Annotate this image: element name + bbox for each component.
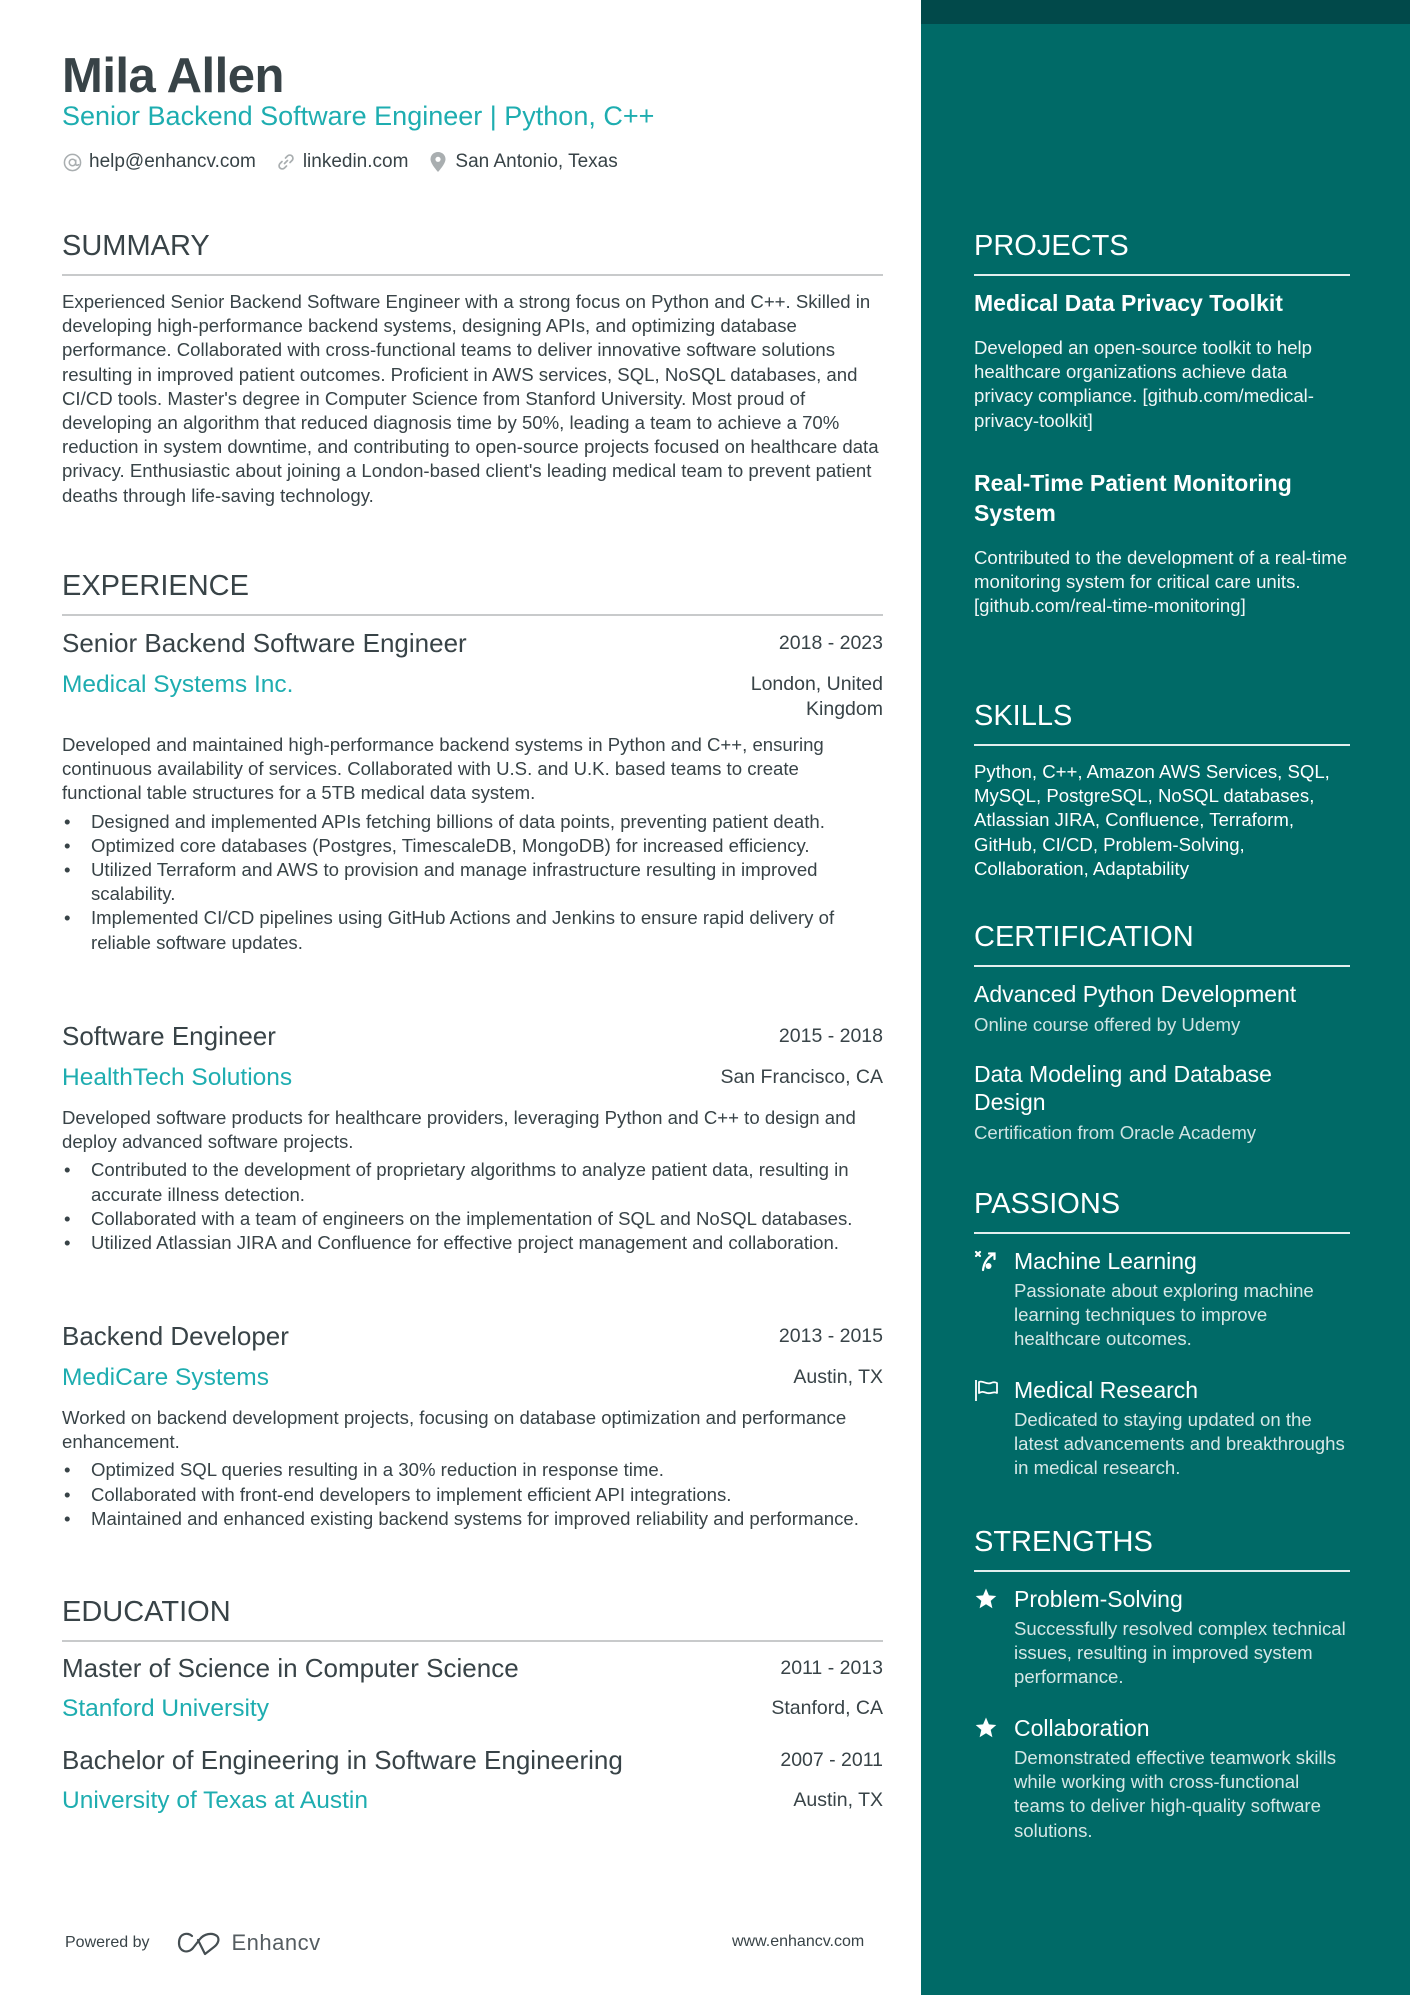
contact-linkedin-text: linkedin.com: [302, 151, 409, 172]
job-dates: 2013 - 2015: [778, 1325, 883, 1347]
certification-1: [974, 980, 1349, 1037]
certification-heading: CERTIFICATION: [974, 919, 1350, 967]
project-2: [974, 468, 1349, 619]
passion-name: Machine Learning: [1014, 1248, 1197, 1274]
contact-email-text: help@enhancv.com: [89, 151, 256, 172]
project-description: Developed an open-source toolkit to help healthcare organizations achieve data privacy compliance. [github.com/medical-privacy-toolkit]: [974, 337, 1314, 431]
passion-description: Dedicated to staying updated on the latest advancements and breakthroughs in medical research.: [1014, 1409, 1345, 1479]
projects-heading: PROJECTS: [974, 228, 1350, 276]
job-title: Backend Developer: [62, 1321, 289, 1351]
strength-name: Collaboration: [1014, 1715, 1150, 1741]
strength-1: [974, 1584, 1349, 1690]
bullet-item: • Maintained and enhanced existing backend systems for improved reliability and performance.: [62, 1507, 883, 1531]
company-name[interactable]: MediCare Systems: [62, 1364, 269, 1391]
strength-name: Problem-Solving: [1014, 1586, 1183, 1612]
passion-1: [974, 1246, 1349, 1352]
strategy-play-icon: [974, 1246, 1014, 1352]
strength-description: Demonstrated effective teamwork skills while working with cross-functional teams to deliver high-quality software solutions.: [1014, 1747, 1337, 1841]
job-3-subheader: [62, 1363, 883, 1393]
strength-description: Successfully resolved complex technical issues, resulting in improved system performance.: [1014, 1618, 1346, 1688]
project-description: Contributed to the development of a real-time monitoring system for critical care units. [github.com/real-time-monitoring]: [974, 547, 1348, 617]
job-summary: Developed and maintained high-performance backend systems in Python and C++, ensuring continuous availability of services. Collaborated with U.S. and U.K. based teams to create functional table structures for a 5TB medical data system.: [62, 734, 824, 804]
job-dates: 2015 - 2018: [778, 1025, 883, 1047]
project-1: [974, 288, 1349, 433]
sidebar-top-strip: [921, 0, 1410, 24]
education-2-header: [62, 1744, 883, 1776]
job-summary: Developed software products for healthcare providers, leveraging Python and C++ to design and deploy advanced software projects.: [62, 1107, 856, 1153]
footer-branding: [65, 1930, 321, 1956]
job-location: London, United Kingdom: [750, 673, 883, 720]
summary-text: Experienced Senior Backend Software Engineer with a strong focus on Python and C++. Skilled in developing high-performance backend systems, designing APIs, and optimizing database performance. Collaborated with cross-functional teams to deliver innovative software solutions resulting in improved patient outcomes. Proficient in AWS services, SQL, NoSQL databases, and CI/CD tools. Master's degree in Computer Science from Stanford University. Most proud of developing an algorithm that reduced diagnosis time by 50%, leading a team to achieve a 70% reduction in system downtime, and contributing to open-source projects focused on healthcare data privacy. Enthusiastic about joining a London-based client's leading medical team to prevent patient deaths through life-saving technology.: [62, 291, 879, 506]
job-3-description: [62, 1406, 883, 1531]
enhancv-logo[interactable]: [176, 1930, 321, 1956]
job-location: Austin, TX: [793, 1366, 883, 1388]
passion-2: [974, 1375, 1349, 1481]
job-2-description: [62, 1106, 883, 1255]
enhancv-brand-name: Enhancv: [231, 1930, 321, 1955]
education-heading: EDUCATION: [62, 1594, 883, 1642]
job-summary: Worked on backend development projects, focusing on database optimization and performance enhancement.: [62, 1407, 847, 1453]
contact-info: [62, 151, 638, 173]
sidebar-panel: [921, 0, 1410, 1995]
school-name[interactable]: Stanford University: [62, 1695, 269, 1722]
contact-location: [428, 151, 617, 173]
contact-location-text: San Antonio, Texas: [455, 151, 618, 172]
education-dates: 2011 - 2013: [780, 1657, 883, 1679]
education-1-header: [62, 1652, 883, 1684]
project-name: Real-Time Patient Monitoring System: [974, 470, 1292, 526]
education-location: Austin, TX: [793, 1789, 883, 1811]
job-1-subheader: [62, 670, 883, 722]
summary-heading: SUMMARY: [62, 228, 883, 276]
education-1-subheader: [62, 1694, 883, 1724]
bullet-item: • Optimized core databases (Postgres, TimescaleDB, MongoDB) for increased efficiency.: [62, 834, 883, 858]
degree: Bachelor of Engineering in Software Engineering: [62, 1745, 623, 1775]
strength-2: [974, 1713, 1349, 1843]
job-1-description: [62, 733, 883, 955]
job-2-subheader: [62, 1063, 883, 1093]
star-icon: [974, 1713, 1014, 1843]
star-icon: [974, 1584, 1014, 1690]
job-3-header: [62, 1320, 883, 1352]
company-name[interactable]: Medical Systems Inc.: [62, 671, 294, 698]
at-icon: [62, 152, 82, 172]
flag-icon: [974, 1375, 1014, 1481]
bullet-item: • Optimized SQL queries resulting in a 30% reduction in response time.: [62, 1458, 883, 1482]
company-name[interactable]: HealthTech Solutions: [62, 1064, 293, 1091]
skills-heading: SKILLS: [974, 698, 1350, 746]
bullet-item: • Designed and implemented APIs fetching billions of data points, preventing patient death.: [62, 810, 883, 834]
bullet-item: • Implemented CI/CD pipelines using GitHub Actions and Jenkins to ensure rapid delivery of reliable software updates.: [62, 906, 883, 954]
job-1-header: [62, 627, 883, 659]
certification-name: Advanced Python Development: [974, 981, 1297, 1007]
link-icon: [276, 152, 296, 172]
job-location: San Francisco, CA: [720, 1066, 883, 1088]
bullet-item: • Collaborated with a team of engineers on the implementation of SQL and NoSQL databases.: [62, 1207, 883, 1231]
education-location: Stanford, CA: [771, 1697, 883, 1719]
certification-issuer: Certification from Oracle Academy: [974, 1122, 1257, 1143]
project-name: Medical Data Privacy Toolkit: [974, 290, 1283, 316]
degree: Master of Science in Computer Science: [62, 1653, 519, 1683]
contact-linkedin[interactable]: [276, 151, 409, 173]
job-2-bullets: [62, 1158, 883, 1255]
bullet-item: • Utilized Terraform and AWS to provision and manage infrastructure resulting in improved scalability.: [62, 858, 883, 906]
candidate-headline: Senior Backend Software Engineer | Python, C++: [62, 101, 655, 131]
job-dates: 2018 - 2023: [778, 632, 883, 654]
skills-list: Python, C++, Amazon AWS Services, SQL, MySQL, PostgreSQL, NoSQL databases, Atlassian JIRA, Confluence, Terraform, GitHub, CI/CD, Problem-Solving, Collaboration, Adaptability: [974, 761, 1330, 879]
bullet-item: • Collaborated with front-end developers to implement efficient API integrations.: [62, 1483, 883, 1507]
school-name[interactable]: University of Texas at Austin: [62, 1787, 368, 1814]
certification-2: [974, 1060, 1349, 1145]
education-2-subheader: [62, 1786, 883, 1816]
contact-email[interactable]: [62, 151, 256, 173]
job-2-header: [62, 1020, 883, 1052]
education-dates: 2007 - 2011: [780, 1749, 883, 1771]
job-1-bullets: [62, 810, 883, 955]
job-title: Senior Backend Software Engineer: [62, 628, 467, 658]
location-pin-icon: [428, 152, 448, 172]
enhancv-logo-icon: [176, 1930, 222, 1956]
passion-name: Medical Research: [1014, 1377, 1199, 1403]
bullet-item: • Contributed to the development of proprietary algorithms to analyze patient data, resulting in accurate illness detection.: [62, 1158, 883, 1206]
certification-issuer: Online course offered by Udemy: [974, 1014, 1241, 1035]
job-3-bullets: [62, 1458, 883, 1531]
candidate-name: Mila Allen: [62, 49, 284, 103]
experience-heading: EXPERIENCE: [62, 568, 883, 616]
strengths-heading: STRENGTHS: [974, 1524, 1350, 1572]
certification-name: Data Modeling and Database Design: [974, 1061, 1272, 1115]
footer-website[interactable]: www.enhancv.com: [732, 1933, 865, 1950]
bullet-item: • Utilized Atlassian JIRA and Confluence for effective project management and collaboration.: [62, 1231, 883, 1255]
job-title: Software Engineer: [62, 1021, 276, 1051]
passion-description: Passionate about exploring machine learning techniques to improve healthcare outcomes.: [1014, 1280, 1314, 1350]
powered-by-label: Powered by: [65, 1934, 150, 1951]
passions-heading: PASSIONS: [974, 1186, 1350, 1234]
